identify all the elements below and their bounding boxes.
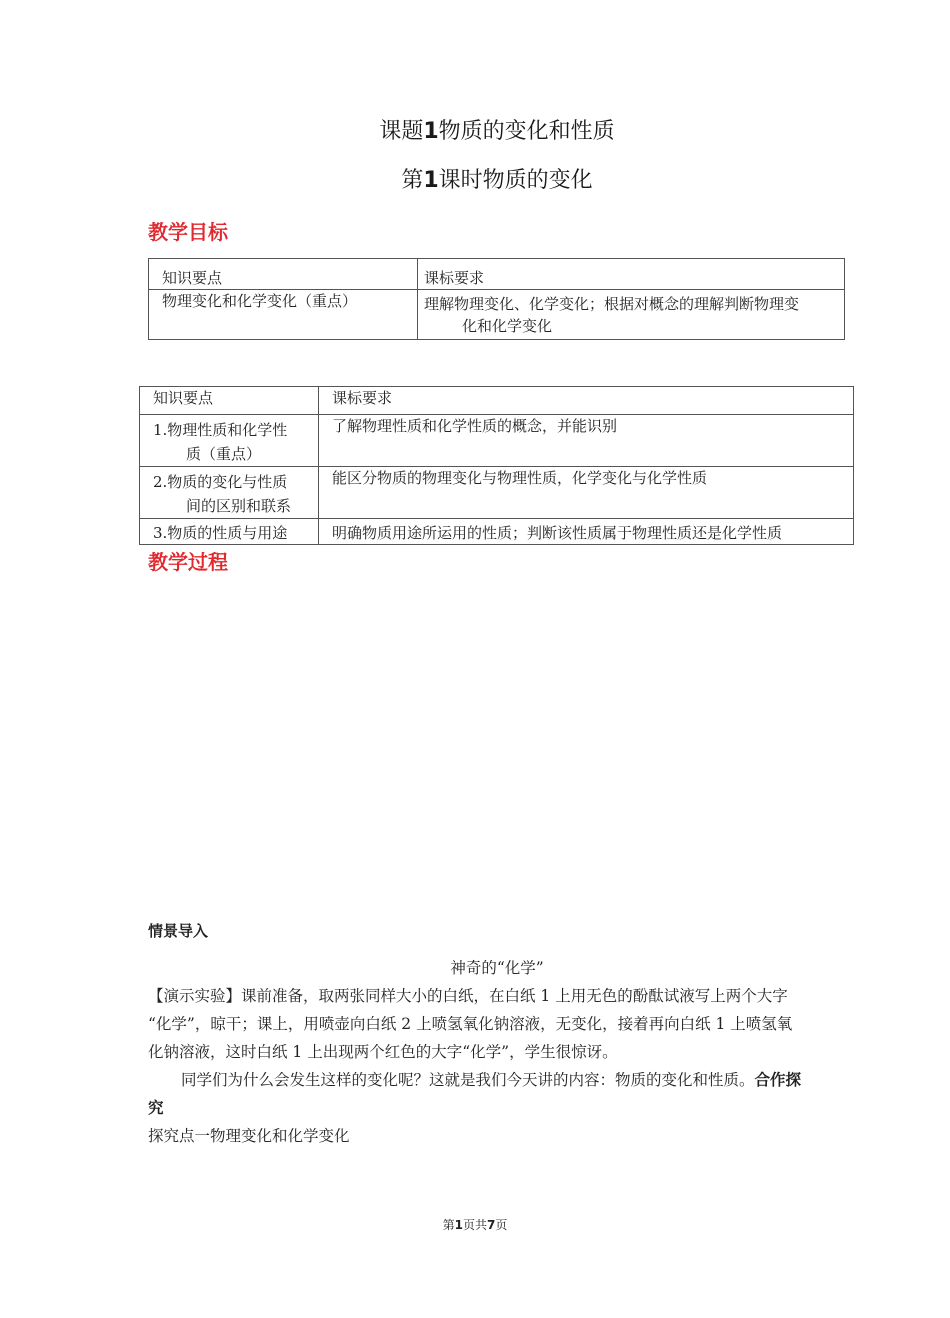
- table2-row1-point-line1: 1.物理性质和化学性: [153, 421, 288, 439]
- goals-table-1: [148, 258, 845, 340]
- table1-cell-point: 物理变化和化学变化（重点）: [149, 290, 418, 340]
- table-row: [140, 415, 854, 467]
- section-heading-goals: 教学目标: [148, 220, 228, 244]
- intro-heading: 情景导入: [148, 922, 209, 940]
- title-line-1-text: 物质的变化和性质: [438, 119, 615, 144]
- table2-header-point: 知识要点: [140, 387, 319, 415]
- table2-row1-requirement: 了解物理性质和化学性质的概念，并能识别: [319, 415, 854, 467]
- title-line-1-number: 1: [423, 119, 439, 144]
- footer-suffix: 页: [495, 1218, 508, 1232]
- table1-header-requirement: 课标要求: [418, 259, 845, 290]
- table1-cell-requirement: [418, 290, 845, 340]
- title-line-1: [0, 114, 950, 145]
- demo-line-2: “化学”，晾干；课上，用喷壶向白纸 2 上喷氢氧化钠溶液，无变化，接着再向白纸 1 上喷氢氧: [148, 1015, 793, 1033]
- intro-paragraph: [148, 1066, 868, 1150]
- table2-row3-requirement: 明确物质用途所运用的性质；判断该性质属于物理性质还是化学性质: [319, 519, 854, 545]
- table1-header-point: 知识要点: [149, 259, 418, 290]
- title-line-2-prefix: 第: [401, 168, 424, 193]
- table2-row2-point-line2: 间的区别和联系: [186, 497, 292, 515]
- table2-row3-point: 3.物质的性质与用途: [140, 519, 319, 545]
- demo-paragraph: [148, 982, 868, 1066]
- footer-total-pages: 7: [487, 1218, 496, 1232]
- goals-table-2: [139, 386, 854, 545]
- footer-prefix: 第: [442, 1218, 455, 1232]
- table2-header-requirement: 课标要求: [319, 387, 854, 415]
- intro-center-title: 神奇的“化学”: [450, 959, 544, 977]
- coop-heading-part1: 合作探: [754, 1071, 802, 1089]
- title-line-1-prefix: 课题: [379, 119, 424, 144]
- table2-row2-requirement: 能区分物质的物理变化与物理性质，化学变化与化学性质: [319, 467, 854, 519]
- demo-line-3: 化钠溶液，这时白纸 1 上出现两个红色的大字“化学”，学生很惊讶。: [148, 1043, 618, 1061]
- coop-heading-part2: 究: [148, 1099, 164, 1117]
- footer-mid: 页共: [462, 1218, 487, 1232]
- table1-req-line-2: 化和化学变化: [462, 317, 553, 335]
- table2-row1-point-line2: 质（重点）: [186, 445, 262, 463]
- intro-para-line-1: [148, 1066, 868, 1094]
- table-row: [140, 519, 854, 545]
- title-line-2-text: 课时物质的变化: [438, 168, 593, 193]
- page-footer: [0, 1216, 950, 1233]
- table2-row1-point: [140, 415, 319, 467]
- footer-page-number: 1: [454, 1218, 463, 1232]
- section-heading-process: 教学过程: [148, 550, 228, 574]
- intro-para-text: 同学们为什么会发生这样的变化呢？这就是我们今天讲的内容：物质的变化和性质。: [181, 1071, 755, 1089]
- table1-req-line-1: 理解物理变化、化学变化；根据对概念的理解判断物理变: [424, 295, 800, 313]
- table2-row2-point: [140, 467, 319, 519]
- explore-point-heading: 探究点一物理变化和化学变化: [148, 1127, 350, 1145]
- title-line-2: [0, 163, 950, 194]
- title-line-2-number: 1: [423, 168, 439, 193]
- demo-line-1: 【演示实验】课前准备，取两张同样大小的白纸，在白纸 1 上用无色的酚酞试液写上两个大字: [148, 987, 788, 1005]
- table2-row2-point-line1: 2.物质的变化与性质: [153, 473, 288, 491]
- table-row: [140, 467, 854, 519]
